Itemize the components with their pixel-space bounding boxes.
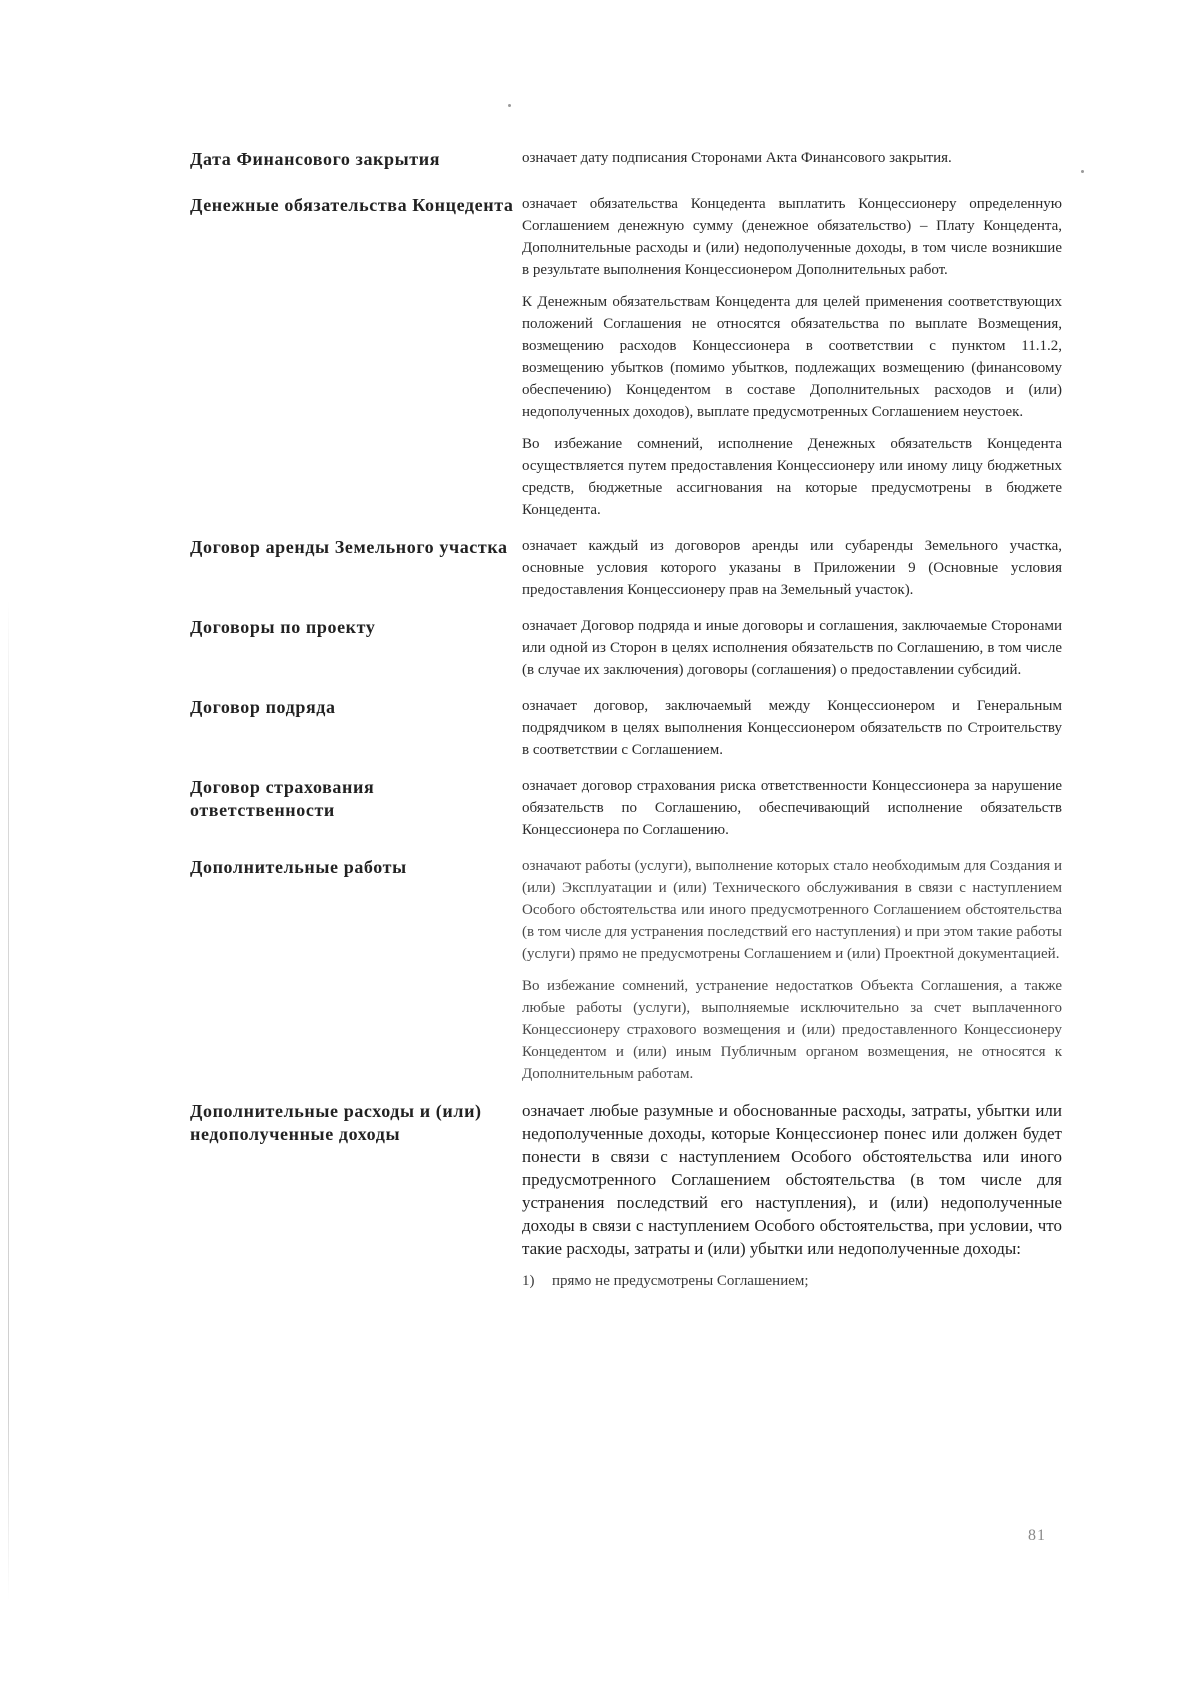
definition-term: Дата Финансового закрытия — [190, 149, 441, 169]
definition-entry — [190, 695, 1070, 771]
scan-speck — [1081, 170, 1084, 173]
definition-term: Дополнительные расходы и (или) недополученные доходы — [190, 1101, 482, 1144]
definition-body — [522, 147, 1062, 179]
definition-entry — [190, 775, 1070, 851]
definition-term: Договор аренды Земельного участка — [190, 537, 508, 557]
definition-entry — [190, 193, 1070, 531]
list-item-number: 1) — [522, 1273, 535, 1289]
definition-list-item — [522, 1270, 1062, 1292]
definition-paragraph: означает Договор подряда и иные договоры и соглашения, заключаемые Сторонами или одной из Сторон в целях исполнения обязательств по Соглашению, в том числе (в случае их заключения) договоры (соглашения) о предоставлении субсидий. — [522, 618, 1062, 678]
definition-entry — [190, 615, 1070, 691]
definition-body — [522, 1099, 1062, 1292]
definition-body — [522, 775, 1062, 851]
definition-paragraph: означает дату подписания Сторонами Акта Финансового закрытия. — [522, 150, 952, 166]
scan-speck — [508, 104, 511, 107]
definition-paragraph: К Денежным обязательствам Концедента для целей применения соответствующих положений Соглашения не относятся обязательства по выплате Возмещения, возмещению расходов Концессионера в соответствии с пунктом 11.1.2, возмещению убытков (помимо убытков, подлежащих возмещению (финансовому обеспечению) Концедентом в составе Дополнительных расходов и (или) недополученных доходов), выплате предусмотренных Соглашением неустоек. — [522, 294, 1062, 420]
definition-term: Договоры по проекту — [190, 617, 376, 637]
definition-term: Договор подряда — [190, 697, 336, 717]
definition-body — [522, 695, 1062, 771]
definition-paragraph: означают работы (услуги), выполнение которых стало необходимым для Создания и (или) Эксплуатации и (или) Технического обслуживания в связи с наступлением Особого обстоятельства или иного предусмотренного Соглашением обстоятельства (в том числе для устранения последствий его наступления) и при этом такие работы (услуги) прямо не предусмотрены Соглашением и (или) Проектной документацией. — [522, 858, 1062, 962]
definitions-list — [190, 147, 1070, 1292]
definition-entry — [190, 855, 1070, 1095]
list-item-text: прямо не предусмотрены Соглашением; — [552, 1273, 809, 1289]
definition-body — [522, 615, 1062, 691]
definition-paragraph: означает договор страхования риска ответственности Концессионера за нарушение обязательств по Соглашению, обеспечивающий исполнение обязательств Концессионера по Соглашению. — [522, 778, 1062, 838]
definition-paragraph: Во избежание сомнений, устранение недостатков Объекта Соглашения, а также любые работы (услуги), выполняемые исключительно за счет выплаченного Концессионеру страхового возмещения и (или) предоставленного Концессионеру Концедентом и (или) иным Публичным органом возмещения, не относятся к Дополнительным работам. — [522, 978, 1062, 1082]
definition-term: Договор страхования ответственности — [190, 777, 375, 820]
definition-entry — [190, 535, 1070, 611]
scan-edge-shadow — [8, 600, 9, 1600]
definition-paragraph: означает договор, заключаемый между Концессионером и Генеральным подрядчиком в целях выполнения Концессионером обязательств по Строительству в соответствии с Соглашением. — [522, 698, 1062, 758]
definition-paragraph: означает каждый из договоров аренды или субаренды Земельного участка, основные условия которого указаны в Приложении 9 (Основные условия предоставления Концессионеру прав на Земельный участок). — [522, 538, 1062, 598]
definition-entry — [190, 147, 1070, 179]
definition-entry — [190, 1099, 1070, 1292]
definition-paragraph: означает обязательства Концедента выплатить Концессионеру определенную Соглашением денежную сумму (денежное обязательство) – Плату Концедента, Дополнительные расходы и (или) недополученные доходы, в том числе возникшие в результате выполнения Концессионером Дополнительных работ. — [522, 196, 1062, 278]
definition-term: Дополнительные работы — [190, 857, 407, 877]
definition-body — [522, 535, 1062, 611]
page-number: 81 — [1028, 1527, 1046, 1544]
definition-term: Денежные обязательства Концедента — [190, 195, 514, 215]
definition-paragraph: Во избежание сомнений, исполнение Денежных обязательств Концедента осуществляется путем предоставления Концессионеру или иному лицу бюджетных средств, бюджетные ассигнования на которые предусмотрены в бюджете Концедента. — [522, 436, 1062, 518]
definition-paragraph: означает любые разумные и обоснованные расходы, затраты, убытки или недополученные доходы, которые Концессионер понес или должен будет понести в связи с наступлением Особого обстоятельства или иного предусмотренного Соглашением обстоятельства (в том числе для устранения последствий его наступления), и (или) недополученные доходы в связи с наступлением Особого обстоятельства, при условии, что такие расходы, затраты и (или) убытки или недополученные доходы: — [522, 1101, 1062, 1258]
definition-body — [522, 855, 1062, 1095]
definition-body — [522, 193, 1062, 531]
